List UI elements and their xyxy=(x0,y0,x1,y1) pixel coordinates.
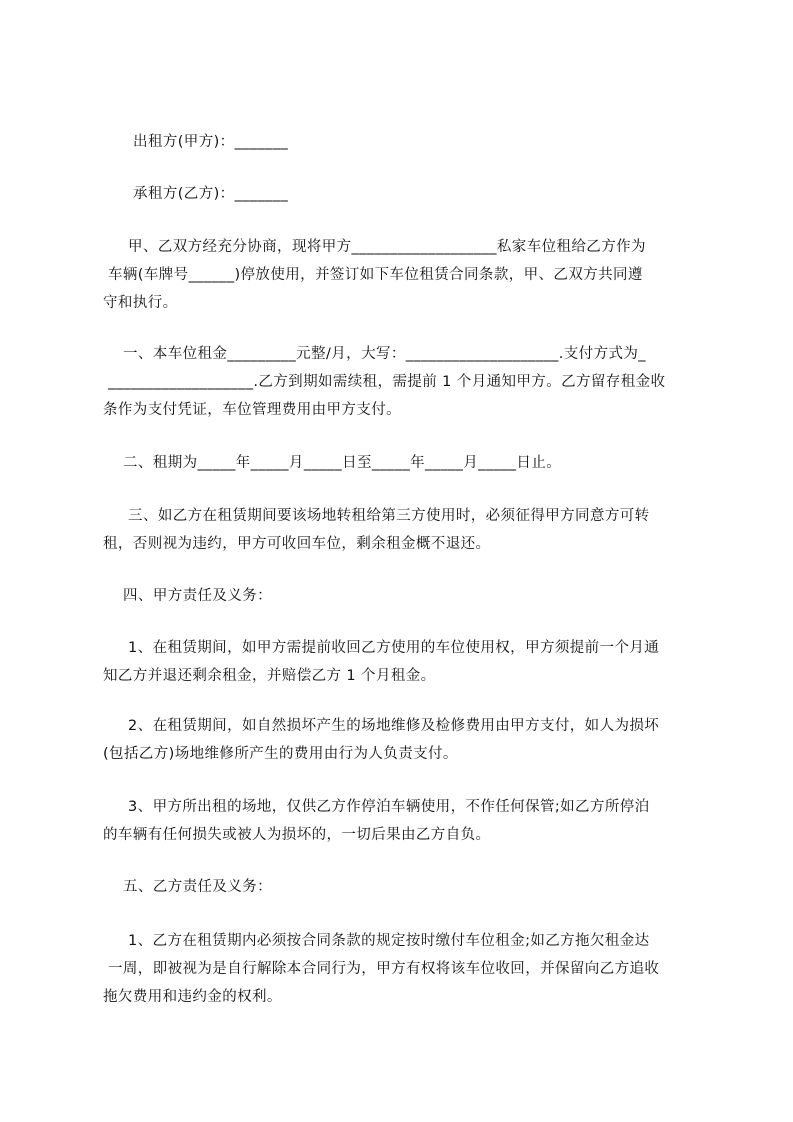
clause-4-2-line-2: (包括乙方)场地维修所产生的费用由行为人负责支付。 xyxy=(103,746,458,762)
clause-1-line-2: ___________________.乙方到期如需续租，需提前 1 个月通知甲方。乙方留存租金收 xyxy=(103,374,666,390)
clause-4-3-line-1: 3、甲方所出租的场地，仅供乙方作停泊车辆使用，不作任何保管;如乙方所停泊 xyxy=(103,799,650,815)
lessor-line: 出租方(甲方)：_______ xyxy=(103,134,289,150)
clause-3-line-1: 三、如乙方在租赁期间要该场地转租给第三方使用时，必须征得甲方同意方可转 xyxy=(103,508,650,524)
clause-5-1-line-1: 1、乙方在租赁期内必须按合同条款的规定按时缴付车位租金;如乙方拖欠租金达 xyxy=(103,933,650,949)
clause-1-line-1: 一、本车位租金_________元整/月，大写：____________________.支付方式为_ xyxy=(103,346,646,362)
clause-4-3-line-2: 的车辆有任何损失或被人为损坏的，一切后果由乙方自负。 xyxy=(103,827,491,843)
lessee-line: 承租方(乙方)：_______ xyxy=(103,186,289,202)
intro-line-3: 守和执行。 xyxy=(103,295,178,311)
clause-4-1-line-2: 知乙方并退还剩余租金，并赔偿乙方 1 个月租金。 xyxy=(103,668,436,684)
clause-5-1-line-3: 拖欠费用和违约金的权利。 xyxy=(103,989,282,1005)
clause-4-1-line-1: 1、在租赁期间，如甲方需提前收回乙方使用的车位使用权，甲方须提前一个月通 xyxy=(103,640,660,656)
clause-2-line-1: 二、租期为_____年_____月_____日至_____年_____月_____日止。 xyxy=(103,455,562,471)
clause-4-heading: 四、甲方责任及义务： xyxy=(103,588,273,604)
clause-5-heading: 五、乙方责任及义务： xyxy=(103,879,273,895)
clause-4-2-line-1: 2、在租赁期间，如自然损坏产生的场地维修及检修费用由甲方支付，如人为损坏 xyxy=(103,718,660,734)
clause-3-line-2: 租，否则视为违约，甲方可收回车位，剩余租金概不退还。 xyxy=(103,536,491,552)
intro-line-1: 甲、乙双方经充分协商，现将甲方___________________私家车位租给乙方作为 xyxy=(103,239,646,255)
intro-line-2: 车辆(车牌号______)停放使用，并签订如下车位租赁合同条款，甲、乙双方共同遵 xyxy=(103,267,643,283)
clause-5-1-line-2: 一周，即被视为是自行解除本合同行为，甲方有权将该车位收回，并保留向乙方追收 xyxy=(103,961,660,977)
clause-1-line-3: 条作为支付凭证，车位管理费用由甲方支付。 xyxy=(103,402,401,418)
